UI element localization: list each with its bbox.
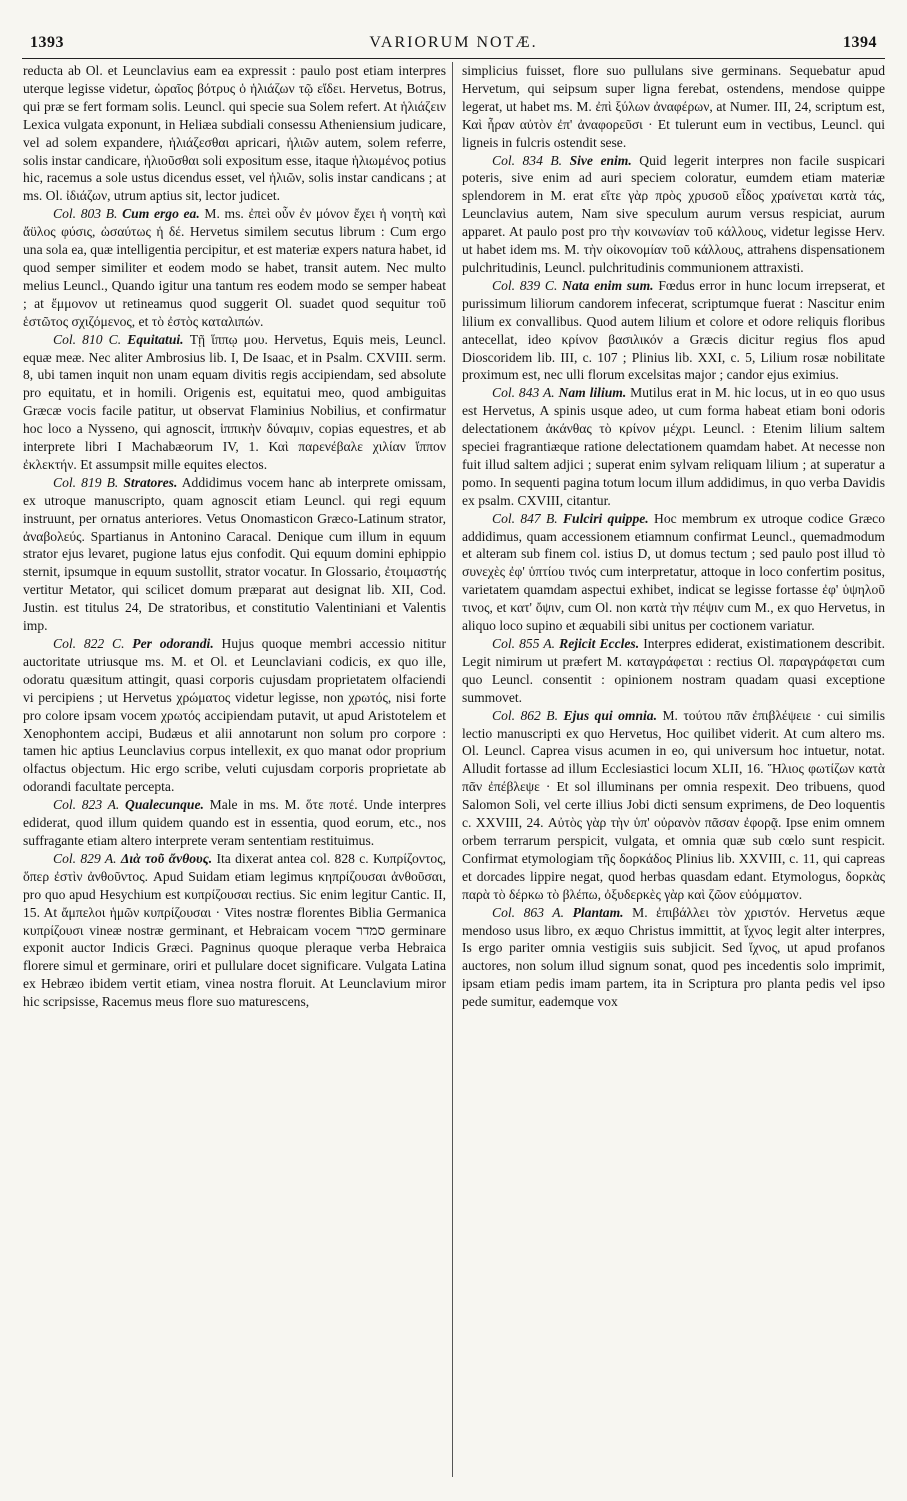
note-lemma: Qualecunque.	[125, 797, 204, 813]
column-reference: Col. 810 C.	[53, 331, 122, 347]
note-lemma: Sive enim.	[569, 152, 632, 168]
column-reference: Col. 839 C.	[492, 277, 558, 293]
note-paragraph	[23, 850, 446, 1011]
note-paragraph	[462, 510, 885, 635]
note-text: reducta ab Ol. et Leunclavius eam ea expressit : paulo post etiam interpres uterque legisse videtur, ὡραῖος βότρυς ὁ ἡλιάζων τῷ εἴδει. Hervetus, Botrus, qui præ se fert formam solis. Leuncl. qui specie sua Solem refert. At ἡλιάζειν Lexica vulgata exponunt, in Heliæa subdiali consessu Atheniensium judicare, vel ad solem expandere, ἡλιάζεσθαι apricari, ἡλιῶν autem, solem referre, solis instar candicare, ἡλιοῦσθαι soli expositum esse, itaque ἡλιωμένος potius hic, racemus a sole ustus dicendus esset, vel ἡλιῶν, solis instar candicans ; at ms. Ol. ἰδιάζων, utrum aptius sit, lector judicet.	[23, 63, 446, 204]
note-paragraph	[23, 796, 446, 850]
note-text: Τῇ ἵππῳ μου. Hervetus, Equis meis, Leuncl. equæ meæ. Nec aliter Ambrosius lib. I, De Isaac, et in Psalm. CXVIII. serm. 8, ubi tamen inquit non unam equam divitis regis accipiendam, sed absolute pro equitatu, et in homili. Origenis est, equitatui meo, quod ambiguitas Græcæ vocis facile patitur, ut observat Flaminius Nobilius, et confirmatur hoc loco a Nysseno, qui agnoscit, ἱππικὴν δύναμιν, copias equestres, et ab interprete libri I Machabæorum IV, 1. Καὶ παρενέβαλε χιλίαν ἵππον ἐκλεκτήν. Et assumpsit mille equites electos.	[23, 331, 446, 472]
note-paragraph	[23, 331, 446, 474]
column-reference: Col. 847 B.	[492, 510, 558, 526]
note-paragraph	[23, 474, 446, 635]
left-column	[23, 62, 446, 1477]
note-text: Hujus quoque membri accessio nititur auctoritate utriusque ms. M. et Ol. et Leunclaviani codicis, ex quo ille, odoratu quæsitum attingit, quasi corporis cujusdam proprietatem olfaciendi vi percipiens ; ut Hervetus χρώματος videtur legisse, non χρωτός, nisi forte pro colore ipsam vocem χρωτός accipiendam putavit, ut apud Aristotelem et Xenophontem accipi, Budæus et alii annotarunt non solum pro corpore : tamen hic aptius Leunclavius corpus intellexit, ex quo manat odor proprium olfactus objectum. Hic ergo scribe, veluti cujusdam corporis proprietate ab odorandi facultate percepta.	[23, 636, 446, 795]
running-header	[22, 34, 885, 59]
note-text: Addidimus vocem hanc ab interprete omissam, ex utroque manuscripto, quam agnoscit etiam Leuncl. qui regi equum instruunt, per ornatus anteriores. Vetus Onomasticon Græco-Latinum strator, ἀναβολεύς. Spartianus in Antonino Caracal. Denique cum illum in equum strator ejus levaret, pugione latus ejus confodit. Qui equum domini ephippio sternit, ipsumque in equum sustollit, strator vocatur. In Glossario, ἐτοιμαστής vertitur Metator, qui scilicet domum præparat aut designat lib. XII, Cod. Justin. est titulus 24, De stratoribus, et constitutio Valentiniani et Valentis imp.	[23, 474, 446, 634]
note-paragraph	[462, 277, 885, 384]
note-lemma: Nata enim sum.	[562, 277, 654, 293]
right-page-number: 1394	[843, 34, 877, 51]
column-reference: Col. 834 B.	[492, 152, 563, 168]
column-reference: Col. 863 A.	[492, 904, 565, 920]
note-lemma: Rejicit Eccles.	[559, 636, 640, 651]
note-text: M. ἐπιβάλλει τὸν χριστόν. Hervetus æque mendoso usus libro, ex æquo Christus immittit, at ἴχνος legit alter interpres, Is ergo pariter omnia vestigiis suis subjicit. Sed ἴχνος, ut apud profanos auctores, non solum illud signum sonat, quod pes incedentis solo imprimit, ipsam etiam pedis imam partem, ita in Scriptura pro planta pedis vel ipso pede sumitur, eademque vox	[462, 904, 885, 1010]
column-reference: Col. 822 C.	[53, 636, 125, 651]
note-paragraph	[462, 152, 885, 277]
running-title: VARIORUM NOTÆ.	[369, 34, 538, 51]
note-text: M. ms. ἐπεὶ οὖν ἐν μόνον ἔχει ἡ νοητὴ καὶ ἄϋλος φύσις, ὡσαύτως ἡ δέ. Hervetus similem secutus librum : Cum ergo una sola ea, quæ intelligentia percipitur, et est materiæ expers natura habet, id quod semper similiter et eodem modo se habet, transit autem. Nec multo melius Leuncl., Quando igitur una tantum res eodem modo se semper habeat ; at ἔμμονον ut retineamus quod suggerit Ol. suadet quod sequitur τοῦ ἑστῶτος σχιζόμενος, et τὸ ἐστὸς καταλιπών.	[23, 206, 446, 329]
column-reference: Col. 829 A.	[53, 850, 117, 866]
note-text: Quid legerit interpres non facile suspicari poteris, sive enim ad auri speciem coloratur, eumdem etiam materiæ splendorem in M. erat εἴτε γὰρ πρὸς χρυσοῦ εἶδος χραίνεται κατὰ τάς, Leunclavius autem, Nam sive speculum aurum versus respiciat, aurum apparet. At paulo post pro τὴν κοινωνίαν τοῦ κάλλους, videtur legisse Herv. ut habet idem ms. M. τὴν οἰκονομίαν τοῦ κάλλους, attrahens dispensationem pulchritudinis, Leuncl. pulchritudinis communionem attraxisti.	[462, 152, 885, 275]
note-lemma: Stratores.	[123, 474, 178, 490]
column-reference: Col. 819 B.	[53, 474, 119, 490]
note-text: Interpres ediderat, existimationem describit. Legit nimirum ut præfert M. καταγράφεται : rectius Ol. παραγράφεται cum quo Leuncl. consentit : opinionem nostram quadam quasi exceptione summovet.	[462, 636, 885, 705]
note-paragraph	[462, 62, 885, 152]
note-text: Ita dixerat antea col. 828 c. Κυπρίζοντος, ὅπερ ἐστὶν ἀνθοῦντος. Apud Suidam etiam legimus κηπρίζουσαι ἀνθοῦσαι, pro quo apud Hesychium est κυπρίζουσαι rectius. Sic enim legitur Cantic. II, 15. At ἄμπελοι ἡμῶν κυπρίζουσαι · Vites nostræ florentes Biblia Germanica κυπρίζουσι vineæ nostræ germinant, et Hebraicam vocem סמדר germinare exponit auctor Indicis Græci. Pagninus quoque pleraque verba Hebraica florere simul et germinare, oriri et pullulare docet significare. Vulgata Latina ex Hebræo ibidem vertit etiam, vinea nostra floruit. At Leunclavium miror hic scripsisse, Racemus meus flore suo maturescens,	[23, 850, 446, 1010]
column-reference: Col. 843 A.	[492, 385, 555, 401]
note-text: simplicius fuisset, flore suo pullulans sive germinans. Sequebatur apud Hervetum, qui seipsum super ligna ferebat, ostendens, mendose quippe legerat, ut habet ms. M. ἐπὶ ξύλων ἀναφέρων, at Numer. III, 24, scriptum est, Καὶ ἦραν αὐτὸν ἐπ' ἀναφορεῦσι · Et tulerunt eum in vectibus, Leuncl. qui ligneis in fulcris ostendit sese.	[462, 63, 885, 150]
note-paragraph	[23, 635, 446, 796]
note-text: Male in ms. M. ὅτε ποτέ. Unde interpres ediderat, quod illum quidem quando est in essentia, quod eorum, etc., nos suffragante etiam altero interprete veram sententiam restituimus.	[23, 797, 446, 848]
note-paragraph	[23, 205, 446, 330]
note-lemma: Equitatui.	[127, 331, 184, 347]
note-text: M. τούτου πᾶν ἐπιβλέψειε · cui similis lectio manuscripti ex quo Hervetus, Hoc quilibet viderit. At cum altero ms. Ol. Leuncl. Caprea visus acumen in eo, qui universum hoc intuetur, notat. Alludit fortasse ad illum Ecclesiastici locum XLII, 16. Ἥλιος φωτίζων κατὰ πᾶν ἐπέβλεψε · Et sol illuminans per omnia respexit. Deo tribuens, quod Salomon Soli, vel certe illius Jobi dicti sensum exprimens, de Deo loquentis c. XXVIII, 24. Αὐτὸς γὰρ τὴν ὑπ' οὐρανὸν πᾶσαν ἐφορᾷ. Ipse enim omnem orbem terrarum perspicit, vulgata, et omnia quæ sub cœlo sunt respicit. Confirmat etymologiam τῆς δορκάδος Plinius lib. XXVIII, c. 11, qui capreas et dorcades lippire negat, quod herbas quasdam edant. Etymologus, δορκὰς παρὰ τὸ δέρκω τὸ βλέπω, ὀξυδερκὲς γὰρ καὶ ζῶον εὐόμματον.	[462, 707, 885, 902]
note-lemma: Cum ergo ea.	[122, 206, 200, 222]
column-reference: Col. 803 B.	[53, 206, 118, 222]
note-lemma: Per odorandi.	[132, 636, 214, 651]
right-column	[462, 62, 885, 1477]
column-reference: Col. 855 A.	[492, 636, 556, 651]
note-paragraph	[23, 62, 446, 205]
note-lemma: Plantam.	[572, 904, 624, 920]
note-lemma: Διὰ τοῦ ἄνθους.	[120, 850, 213, 866]
note-paragraph	[462, 707, 885, 904]
column-reference: Col. 862 B.	[492, 707, 558, 723]
column-divider	[452, 62, 453, 1477]
note-paragraph	[462, 904, 885, 1011]
note-lemma: Nam lilium.	[558, 385, 627, 401]
note-text: Hoc membrum ex utroque codice Græco addidimus, quam accessionem etiamnum confirmat Leuncl., quemadmodum et alteram sub finem col. istius D, ut domus tectum ; sed paulo post illud τὸ συνεχὲς ἐφ' ὑπτίου τινός cum interpretatur, attoque in loco confertim positus, varietatem quamdam aspectui exhibet, indicat se legisse fortasse ἐφ' ὑψηλοῦ τινος, et κατ' ὄψιν, cum Ol. non κατὰ τὴν πέψιν cum M., ex quo Hervetus, in aliquo loco supino et æquabili sibi unitus per coctionem variatur.	[462, 510, 885, 634]
note-paragraph	[462, 635, 885, 707]
note-text: Fœdus error in hunc locum irrepserat, et purissimum liliorum candorem infecerat, scriptumque fuerat : Nascitur enim lilium ex convallibus. Quod autem lilium et colore et odore reliquis floribus antecellat, ideo κρίνον βασιλικόν a Græcis dicitur regius flos apud Dioscoridem lib. III, c. 107 ; Plinius lib. XXI, c. 5, Lilium rosæ nobilitate proximum est, nec ulli florum excelsitas major ; candor ejus eximius.	[462, 277, 885, 383]
note-lemma: Fulciri quippe.	[562, 510, 649, 526]
note-paragraph	[462, 384, 885, 509]
column-reference: Col. 823 A.	[53, 797, 120, 813]
note-text: Mutilus erat in M. hic locus, ut in eo quo usus est Hervetus, A spinis usque adeo, ut cum forma habeat etiam boni odoris delectationem ἀκάνθας τὸ κρίνον μέχρι. Leuncl. : Etenim lilium saltem speciei fragrantiæque ratione delectationem quamdam habet. At necesse non fuit illud saltem adjici ; superat enim sylvam reliquam lilium ; at superatur a pomo. In sequenti pagina totum locum illum addidimus, in quo verba Davidis ex psalm. CXVIII, citantur.	[462, 385, 885, 508]
left-page-number: 1393	[30, 34, 64, 51]
note-lemma: Ejus qui omnia.	[563, 707, 657, 723]
